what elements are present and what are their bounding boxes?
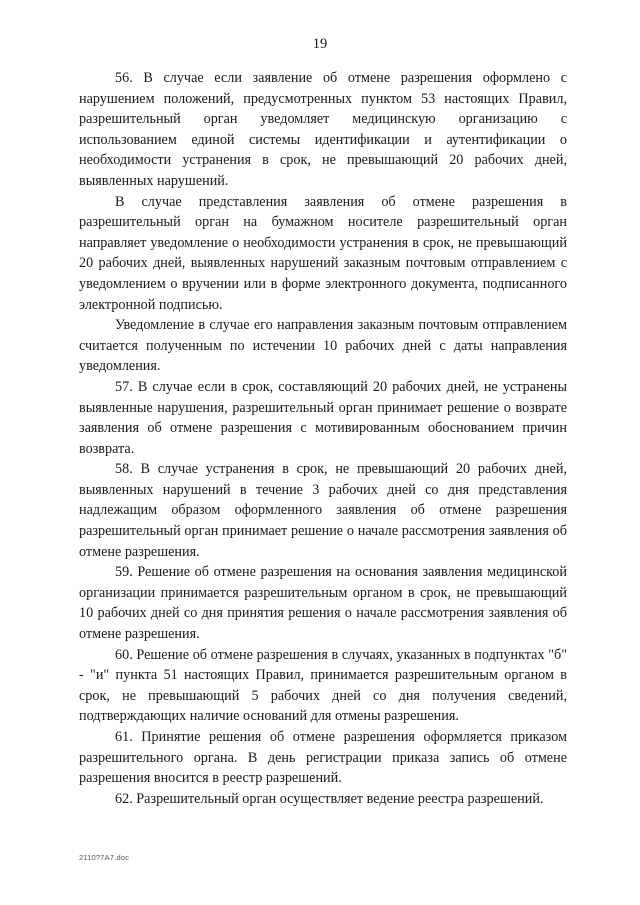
paragraph-58: 58. В случае устранения в срок, не превышающий 20 рабочих дней, выявленных нарушений в течение 3 рабочих дней со дня представления надлежащим образом оформленного заявления об отмене разрешения разрешительный орган принимает решение о начале рассмотрения заявления об отмене разрешения. [79,461,567,560]
paragraph-56: 56. В случае если заявление об отмене разрешения оформлено с нарушением положений, предусмотренных пунктом 53 настоящих Правил, разрешительный орган уведомляет медицинскую организацию с использованием единой системы идентификации и аутентификации о необходимости устранения в срок, не превышающий 20 рабочих дней, выявленных нарушений. [79,70,567,189]
file-name-footer: 2110?7A7.doc [79,853,130,862]
paragraph-59: 59. Решение об отмене разрешения на основания заявления медицинской организации принимается разрешительным органом в срок, не превышающий 10 рабочих дней со дня принятия решения о начале рассмотрения заявления об отмене разрешения. [79,564,567,643]
paragraph-62: 62. Разрешительный орган осуществляет ведение реестра разрешений. [115,790,544,807]
paragraph-61: 61. Принятие решения об отмене разрешения оформляется приказом разрешительного органа. В день регистрации приказа запись об отмене разрешения вносится в реестр разрешений. [79,729,567,787]
document-body [79,68,567,809]
paragraph-60: 60. Решение об отмене разрешения в случаях, указанных в подпунктах "б" - "и" пункта 51 настоящих Правил, принимается разрешительным органом в срок, не превышающий 5 рабочих дней со дня получения сведений, подтверждающих наличие оснований для отмены разрешения. [79,646,567,725]
paragraph-56-notification-receipt: Уведомление в случае его направления заказным почтовым отправлением считается полученным по истечении 10 рабочих дней с даты направления уведомления. [79,317,567,375]
page-number: 19 [312,36,328,52]
paragraph-57: 57. В случае если в срок, составляющий 20 рабочих дней, не устранены выявленные нарушения, разрешительный орган принимает решение о возврате заявления об отмене разрешения с мотивированным обоснованием причин возврата. [79,378,567,457]
paragraph-56-paper-submission: В случае представления заявления об отмене разрешения в разрешительный орган на бумажном носителе разрешительный орган направляет уведомление о необходимости устранения в срок, не превышающий 20 рабочих дней, выявленных нарушений заказным почтовым отправлением с уведомлением о вручении или в форме электронного документа, подписанного электронной подписью. [79,193,567,313]
